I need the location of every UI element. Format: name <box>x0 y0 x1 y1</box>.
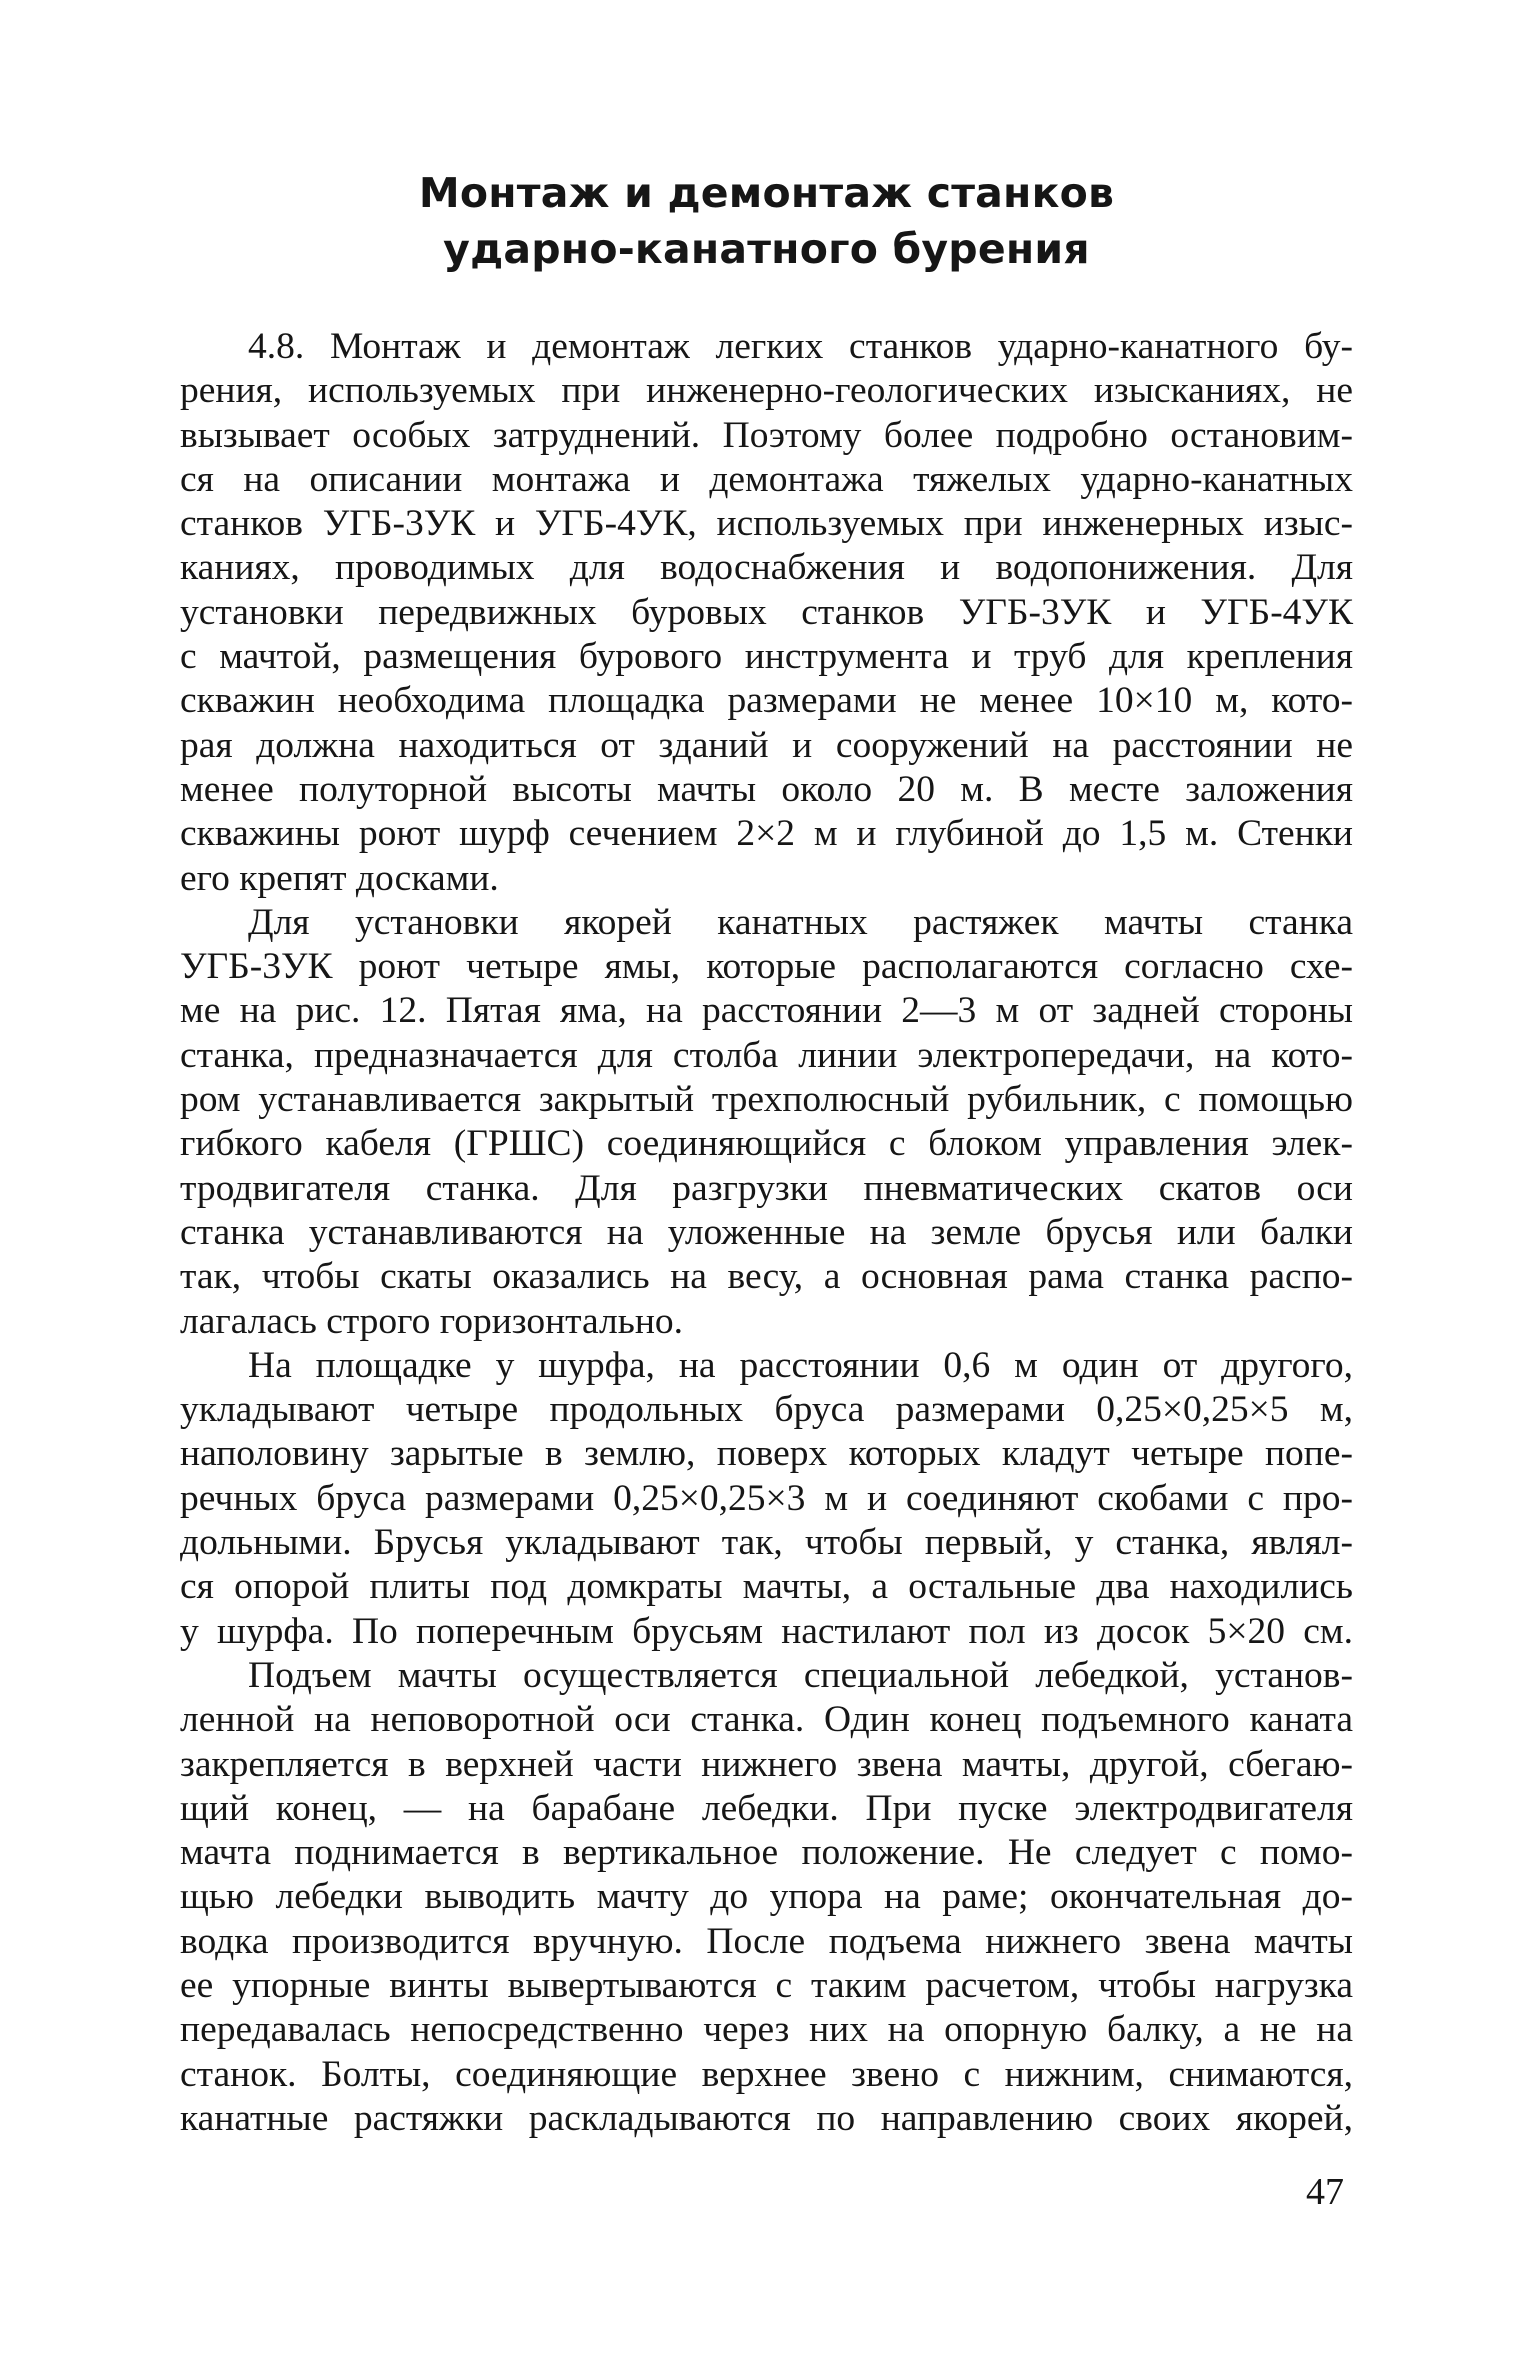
text-line: 4.8. Монтаж и демонтаж легких станков ударно-канатного бу- <box>248 326 1353 367</box>
text-line: ся опорой плиты под домкраты мачты, а остальные два находились <box>180 1566 1353 1608</box>
page-number: 47 <box>1306 2171 1344 2213</box>
paragraph-1 <box>180 325 1353 901</box>
text-line: установки передвижных буровых станков УГБ-3УК и УГБ-4УК <box>180 591 1353 633</box>
text-line: рения, используемых при инженерно-геологических изысканиях, не <box>180 370 1353 412</box>
text-line: Для установки якорей канатных растяжек мачты станка <box>248 901 1353 943</box>
text-line: Подъем мачты осуществляется специальной лебедкой, установ- <box>248 1654 1353 1696</box>
text-line: На площадке у шурфа, на расстоянии 0,6 м один от другого, <box>248 1344 1353 1386</box>
section-title-line-2: ударно-канатного бурения <box>443 225 1090 273</box>
paragraph-4 <box>180 1654 1353 2141</box>
text-line: с мачтой, размещения бурового инструмента и труб для крепления <box>180 636 1353 678</box>
text-line: щий конец, — на барабане лебедки. При пуске электродвигателя <box>180 1787 1353 1829</box>
text-line: тродвигателя станка. Для разгрузки пневматических скатов оси <box>180 1167 1353 1209</box>
text-line: щью лебедки выводить мачту до упора на раме; окончательная до- <box>180 1876 1353 1918</box>
text-line: станков УГБ-3УК и УГБ-4УК, используемых при инженерных изыс- <box>180 503 1353 545</box>
text-line: УГБ-3УК роют четыре ямы, которые располагаются согласно схе- <box>180 946 1353 988</box>
paragraph-2 <box>180 901 1353 1344</box>
text-line: станка, предназначается для столба линии электропередачи, на кото- <box>180 1034 1353 1076</box>
text-line: ме на рис. 12. Пятая яма, на расстоянии 2—3 м от задней стороны <box>180 990 1353 1032</box>
text-line: так, чтобы скаты оказались на весу, а основная рама станка распо- <box>180 1256 1353 1298</box>
text-line: ленной на неповоротной оси станка. Один конец подъемного каната <box>180 1699 1353 1741</box>
text-line: рая должна находиться от зданий и сооружений на расстоянии не <box>180 724 1353 766</box>
section-title <box>180 165 1353 277</box>
text-line: вызывает особых затруднений. Поэтому более подробно остановим- <box>180 414 1353 456</box>
text-line: скважин необходима площадка размерами не менее 10×10 м, кото- <box>180 680 1353 722</box>
section-title-line-1: Монтаж и демонтаж станков <box>418 169 1115 217</box>
text-line: наполовину зарытые в землю, поверх которых кладут четыре попе- <box>180 1433 1353 1475</box>
text-line: гибкого кабеля (ГРШС) соединяющийся с блоком управления элек- <box>180 1123 1353 1165</box>
text-line: канатные растяжки раскладываются по направлению своих якорей, <box>180 2097 1353 2139</box>
text-line: мачта поднимается в вертикальное положение. Не следует с помо- <box>180 1832 1353 1874</box>
text-line: закрепляется в верхней части нижнего звена мачты, другой, сбегаю- <box>180 1743 1353 1785</box>
text-line: речных бруса размерами 0,25×0,25×3 м и соединяют скобами с про- <box>180 1477 1353 1519</box>
text-line: у шурфа. По поперечным брусьям настилают пол из досок 5×20 см. <box>180 1610 1353 1652</box>
text-line: укладывают четыре продольных бруса размерами 0,25×0,25×5 м, <box>180 1389 1353 1431</box>
text-line: его крепят досками. <box>180 857 499 899</box>
text-line: каниях, проводимых для водоснабжения и водопонижения. Для <box>180 547 1353 589</box>
text-line: ром устанавливается закрытый трехполюсный рубильник, с помощью <box>180 1079 1353 1121</box>
paragraph-3 <box>180 1344 1353 1654</box>
page-content <box>180 165 1353 2141</box>
text-line: станка устанавливаются на уложенные на земле брусья или балки <box>180 1211 1353 1253</box>
text-line: водка производится вручную. После подъема нижнего звена мачты <box>180 1920 1353 1962</box>
text-line: ся на описании монтажа и демонтажа тяжелых ударно-канатных <box>180 458 1353 500</box>
text-line: лагалась строго горизонтально. <box>180 1300 684 1342</box>
text-line: ее упорные винты вывертываются с таким расчетом, чтобы нагрузка <box>180 1964 1353 2006</box>
text-line: скважины роют шурф сечением 2×2 м и глубиной до 1,5 м. Стенки <box>180 813 1353 855</box>
text-line: дольными. Брусья укладывают так, чтобы первый, у станка, являл- <box>180 1522 1353 1564</box>
text-line: станок. Болты, соединяющие верхнее звено с нижним, снимаются, <box>180 2053 1353 2095</box>
text-line: менее полуторной высоты мачты около 20 м. В месте заложения <box>180 768 1353 810</box>
text-line: передавалась непосредственно через них на опорную балку, а не на <box>180 2009 1353 2051</box>
